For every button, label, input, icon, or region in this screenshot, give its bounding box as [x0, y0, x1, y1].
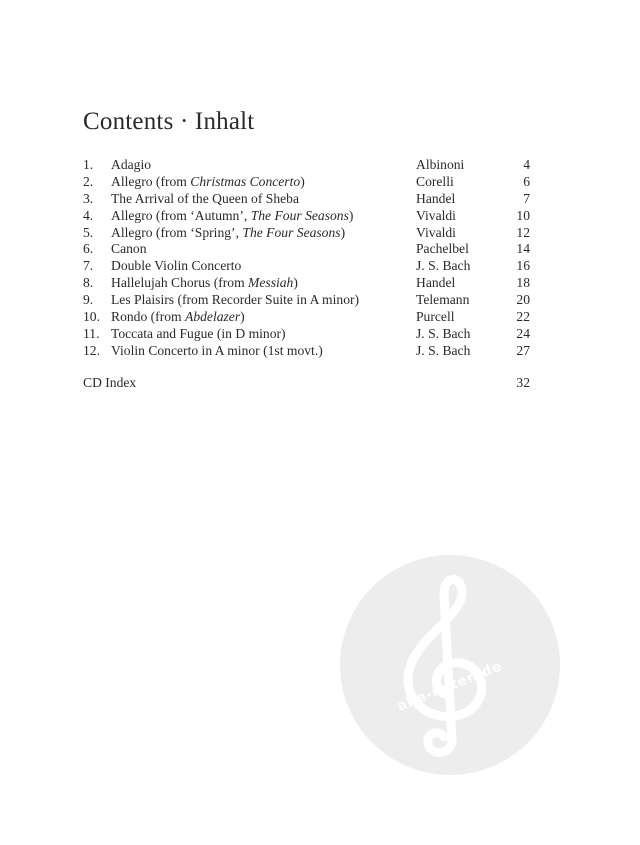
entry-page: 6 [523, 173, 530, 189]
entry-page: 7 [523, 190, 530, 206]
entry-number: 10. [83, 309, 100, 325]
entry-title-text: Double Violin Concerto [111, 258, 242, 274]
entry-composer: Corelli [416, 173, 454, 189]
entry-title-text: The Arrival of the Queen of Sheba [111, 190, 299, 206]
entry-title-text: Les Plaisirs (from Recorder Suite in A minor) [111, 292, 360, 308]
page-title: Contents · Inhalt [83, 108, 255, 135]
entry-title [111, 343, 323, 360]
entry-page: 10 [516, 207, 530, 223]
entry-page: 18 [516, 275, 530, 291]
entry-title-text: ) [240, 309, 245, 325]
contents-row [83, 258, 530, 275]
entry-title-italic: Messiah [248, 275, 294, 291]
entry-composer: Pachelbel [416, 241, 469, 257]
entry-title-text: ) [300, 173, 305, 189]
entry-title-text: Toccata and Fugue (in D minor) [111, 325, 286, 341]
cd-index-label: CD Index [83, 375, 137, 390]
contents-row [83, 208, 530, 225]
watermark-badge [340, 555, 560, 775]
entry-number: 7. [83, 258, 94, 274]
entry-title-text: Hallelujah Chorus (from [111, 275, 249, 291]
contents-row [83, 275, 530, 292]
entry-page: 14 [516, 241, 530, 257]
entry-composer: J. S. Bach [416, 258, 471, 274]
contents-row [83, 309, 530, 326]
entry-title-text: ) [348, 207, 354, 223]
entry-title [111, 275, 298, 292]
entry-page: 24 [516, 325, 530, 341]
entry-title [111, 258, 241, 275]
entry-title-text: Allegro (from [111, 173, 191, 189]
entry-composer: Vivaldi [416, 207, 456, 223]
entry-title [111, 292, 359, 309]
entry-title-italic: Abdelazer [185, 309, 241, 325]
entry-title-text: Allegro (from ‘Autumn’, [111, 207, 251, 223]
entry-title [111, 191, 299, 208]
entry-composer: J. S. Bach [416, 342, 471, 358]
entry-title [111, 208, 353, 225]
entry-title-italic: The Four Seasons [250, 207, 349, 223]
entry-title [111, 225, 345, 242]
treble-clef-icon [340, 555, 560, 775]
entry-number: 4. [83, 207, 94, 223]
contents-row [83, 157, 530, 174]
entry-page: 27 [516, 342, 530, 358]
entry-page: 12 [516, 224, 530, 240]
entry-page: 22 [516, 309, 530, 325]
entry-title [111, 309, 245, 326]
entry-composer: Handel [416, 190, 456, 206]
entry-number: 6. [83, 241, 94, 257]
entry-page: 4 [523, 157, 530, 172]
entry-composer: J. S. Bach [416, 325, 471, 341]
entry-title-text: Adagio [111, 157, 152, 172]
entry-number: 8. [83, 275, 94, 291]
entry-title [111, 241, 147, 258]
entry-title [111, 174, 305, 191]
entry-composer: Handel [416, 275, 456, 291]
entry-title-text: Rondo (from [111, 309, 186, 325]
entry-composer: Telemann [416, 292, 470, 308]
entry-title-text: Canon [111, 241, 147, 257]
entry-title-text: ) [340, 224, 346, 240]
entry-composer: Purcell [416, 309, 455, 325]
entry-title-text: Allegro (from ‘Spring’, [111, 224, 243, 240]
entry-title-text: ) [293, 275, 298, 291]
contents-row [83, 241, 530, 258]
entry-page: 20 [516, 292, 530, 308]
entry-title-text: Violin Concerto in A minor (1st movt.) [111, 342, 323, 358]
contents-row [83, 174, 530, 191]
entry-title-italic: Christmas Concerto [190, 173, 301, 189]
entry-composer: Vivaldi [416, 224, 456, 240]
cd-index-row [83, 374, 530, 392]
entry-number: 9. [83, 292, 94, 308]
contents-row [83, 292, 530, 309]
entry-number: 3. [83, 190, 94, 206]
entry-number: 12. [83, 342, 100, 358]
contents-row [83, 191, 530, 208]
entry-number: 2. [83, 173, 94, 189]
entry-page: 16 [516, 258, 530, 274]
entry-title [111, 157, 151, 174]
cd-index-page: 32 [516, 375, 530, 390]
contents-list [83, 157, 530, 360]
entry-number: 1. [83, 157, 94, 172]
entry-number: 11. [83, 325, 100, 341]
entry-number: 5. [83, 224, 94, 240]
entry-composer: Albinoni [416, 157, 465, 172]
entry-title [111, 326, 286, 343]
contents-row [83, 225, 530, 242]
entry-title-italic: The Four Seasons [242, 224, 341, 240]
contents-row [83, 326, 530, 343]
contents-row [83, 343, 530, 360]
watermark-text: alle-noten.de [395, 658, 505, 715]
